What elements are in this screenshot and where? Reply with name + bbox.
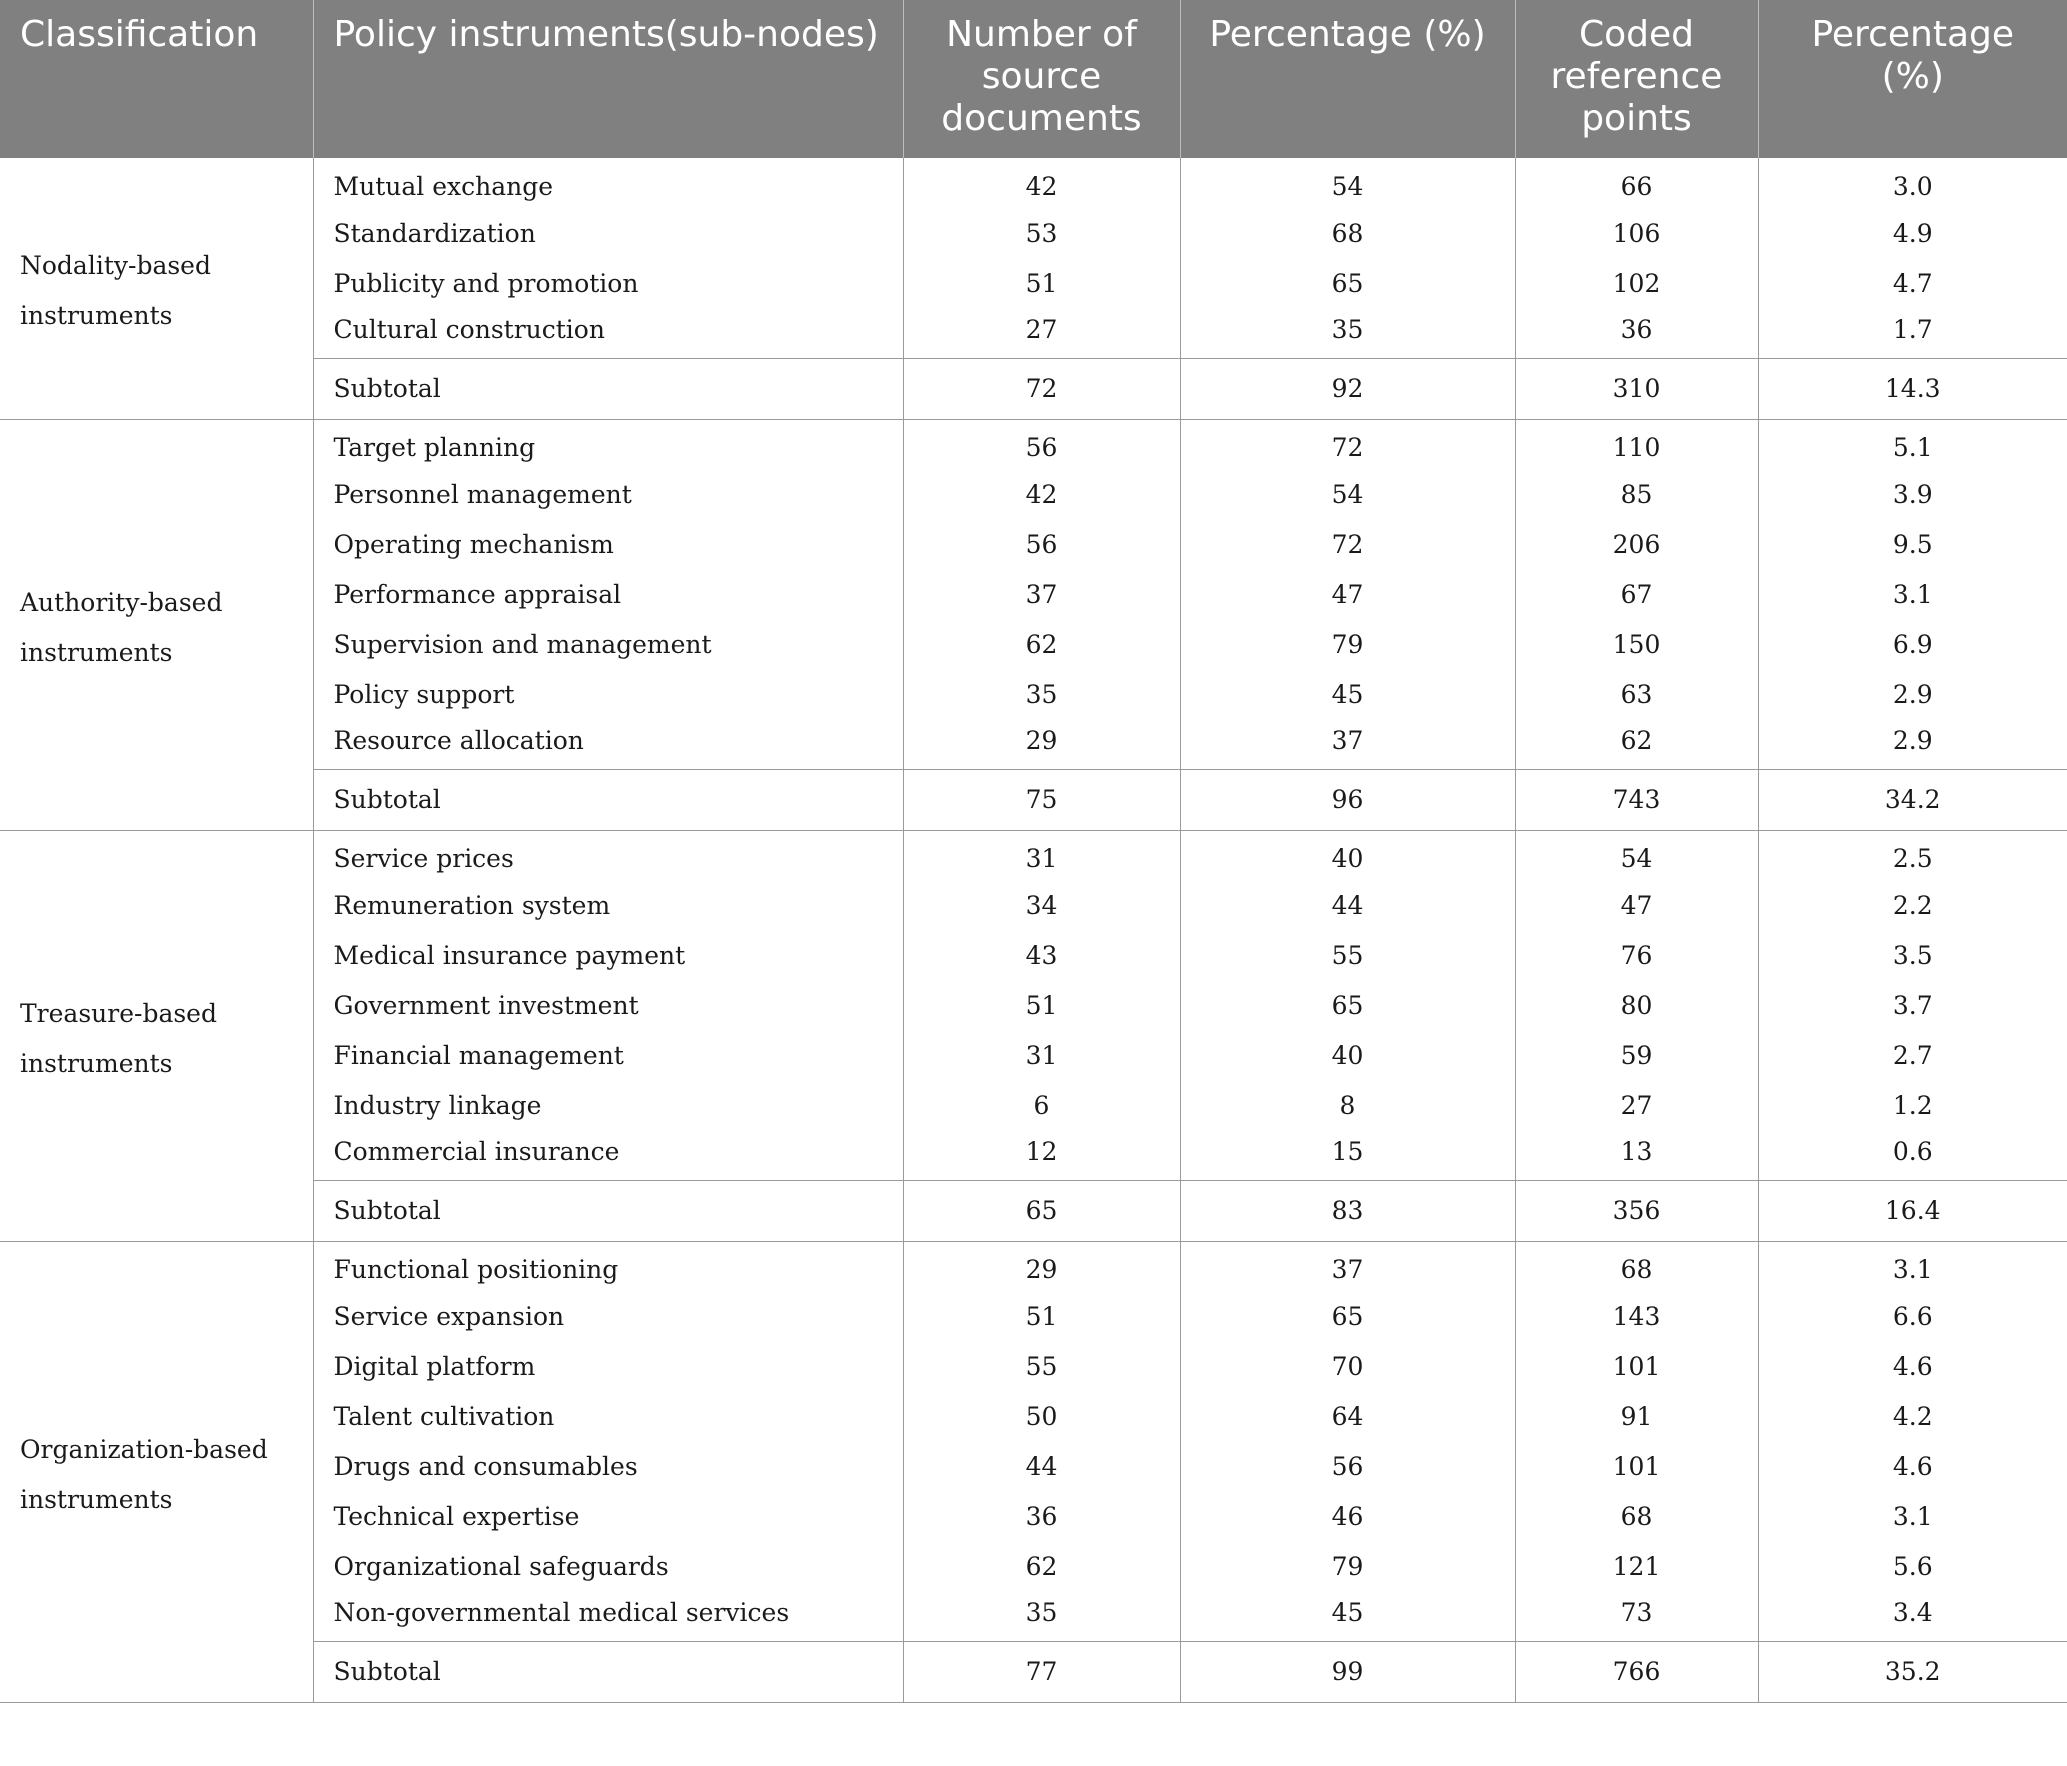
subtotal-source-documents-cell: 75 <box>903 769 1180 830</box>
subtotal-label: Subtotal <box>313 1641 903 1702</box>
percentage-references-cell: 3.9 <box>1758 469 2067 519</box>
percentage-references-cell: 3.1 <box>1758 1491 2067 1541</box>
instrument-name-cell: Personnel management <box>313 469 903 519</box>
coded-references-cell: 85 <box>1515 469 1758 519</box>
instrument-name-cell: Resource allocation <box>313 719 903 769</box>
percentage-documents-cell: 68 <box>1180 208 1515 258</box>
instrument-name-cell: Non-governmental medical services <box>313 1591 903 1641</box>
coded-references-cell: 66 <box>1515 158 1758 208</box>
percentage-documents-cell: 72 <box>1180 419 1515 469</box>
percentage-references-cell: 5.6 <box>1758 1541 2067 1591</box>
coded-references-cell: 91 <box>1515 1391 1758 1441</box>
subtotal-percentage-documents-cell: 92 <box>1180 358 1515 419</box>
percentage-documents-cell: 45 <box>1180 669 1515 719</box>
source-documents-cell: 29 <box>903 1241 1180 1291</box>
instrument-name-cell: Service prices <box>313 830 903 880</box>
table-row <box>0 1241 2067 1291</box>
percentage-references-cell: 4.7 <box>1758 258 2067 308</box>
percentage-references-cell: 9.5 <box>1758 519 2067 569</box>
coded-references-cell: 36 <box>1515 308 1758 358</box>
coded-references-cell: 150 <box>1515 619 1758 669</box>
source-documents-cell: 29 <box>903 719 1180 769</box>
header-percentage-documents: Percentage (%) <box>1180 0 1515 158</box>
header-coded-reference-points: Coded reference points <box>1515 0 1758 158</box>
coded-references-cell: 13 <box>1515 1130 1758 1180</box>
instrument-name-cell: Service expansion <box>313 1291 903 1341</box>
source-documents-cell: 34 <box>903 880 1180 930</box>
subtotal-coded-references-cell: 356 <box>1515 1180 1758 1241</box>
percentage-documents-cell: 79 <box>1180 1541 1515 1591</box>
coded-references-cell: 63 <box>1515 669 1758 719</box>
subtotal-percentage-references-cell: 34.2 <box>1758 769 2067 830</box>
source-documents-cell: 51 <box>903 980 1180 1030</box>
percentage-documents-cell: 79 <box>1180 619 1515 669</box>
percentage-references-cell: 3.1 <box>1758 1241 2067 1291</box>
instrument-name-cell: Financial management <box>313 1030 903 1080</box>
percentage-references-cell: 1.7 <box>1758 308 2067 358</box>
percentage-documents-cell: 8 <box>1180 1080 1515 1130</box>
percentage-references-cell: 4.2 <box>1758 1391 2067 1441</box>
coded-references-cell: 106 <box>1515 208 1758 258</box>
subtotal-label: Subtotal <box>313 769 903 830</box>
source-documents-cell: 51 <box>903 258 1180 308</box>
subtotal-percentage-documents-cell: 96 <box>1180 769 1515 830</box>
classification-cell: Nodality-based instruments <box>0 158 313 419</box>
instrument-name-cell: Mutual exchange <box>313 158 903 208</box>
percentage-references-cell: 6.9 <box>1758 619 2067 669</box>
coded-references-cell: 110 <box>1515 419 1758 469</box>
source-documents-cell: 35 <box>903 1591 1180 1641</box>
percentage-references-cell: 3.5 <box>1758 930 2067 980</box>
instrument-name-cell: Functional positioning <box>313 1241 903 1291</box>
classification-cell: Organization-based instruments <box>0 1241 313 1702</box>
percentage-documents-cell: 65 <box>1180 258 1515 308</box>
header-row <box>0 0 2067 158</box>
percentage-documents-cell: 45 <box>1180 1591 1515 1641</box>
instrument-name-cell: Remuneration system <box>313 880 903 930</box>
coded-references-cell: 102 <box>1515 258 1758 308</box>
instrument-name-cell: Medical insurance payment <box>313 930 903 980</box>
coded-references-cell: 80 <box>1515 980 1758 1030</box>
subtotal-percentage-documents-cell: 83 <box>1180 1180 1515 1241</box>
source-documents-cell: 42 <box>903 469 1180 519</box>
source-documents-cell: 6 <box>903 1080 1180 1130</box>
percentage-documents-cell: 56 <box>1180 1441 1515 1491</box>
percentage-references-cell: 2.2 <box>1758 880 2067 930</box>
percentage-references-cell: 4.6 <box>1758 1341 2067 1391</box>
percentage-documents-cell: 35 <box>1180 308 1515 358</box>
percentage-references-cell: 4.9 <box>1758 208 2067 258</box>
instrument-name-cell: Industry linkage <box>313 1080 903 1130</box>
percentage-documents-cell: 65 <box>1180 980 1515 1030</box>
percentage-references-cell: 2.5 <box>1758 830 2067 880</box>
percentage-references-cell: 0.6 <box>1758 1130 2067 1180</box>
percentage-references-cell: 2.9 <box>1758 719 2067 769</box>
source-documents-cell: 55 <box>903 1341 1180 1391</box>
source-documents-cell: 56 <box>903 519 1180 569</box>
coded-references-cell: 62 <box>1515 719 1758 769</box>
header-source-documents: Number of source documents <box>903 0 1180 158</box>
percentage-references-cell: 6.6 <box>1758 1291 2067 1341</box>
subtotal-source-documents-cell: 72 <box>903 358 1180 419</box>
source-documents-cell: 43 <box>903 930 1180 980</box>
instrument-name-cell: Drugs and consumables <box>313 1441 903 1491</box>
instrument-name-cell: Cultural construction <box>313 308 903 358</box>
source-documents-cell: 37 <box>903 569 1180 619</box>
coded-references-cell: 101 <box>1515 1441 1758 1491</box>
percentage-documents-cell: 46 <box>1180 1491 1515 1541</box>
instrument-name-cell: Standardization <box>313 208 903 258</box>
coded-references-cell: 27 <box>1515 1080 1758 1130</box>
subtotal-percentage-references-cell: 16.4 <box>1758 1180 2067 1241</box>
percentage-documents-cell: 40 <box>1180 1030 1515 1080</box>
percentage-documents-cell: 54 <box>1180 469 1515 519</box>
source-documents-cell: 62 <box>903 619 1180 669</box>
source-documents-cell: 36 <box>903 1491 1180 1541</box>
table-body <box>0 158 2067 1702</box>
instrument-name-cell: Operating mechanism <box>313 519 903 569</box>
coded-references-cell: 76 <box>1515 930 1758 980</box>
subtotal-coded-references-cell: 310 <box>1515 358 1758 419</box>
source-documents-cell: 56 <box>903 419 1180 469</box>
source-documents-cell: 53 <box>903 208 1180 258</box>
percentage-references-cell: 3.7 <box>1758 980 2067 1030</box>
percentage-documents-cell: 65 <box>1180 1291 1515 1341</box>
subtotal-percentage-references-cell: 14.3 <box>1758 358 2067 419</box>
instrument-name-cell: Digital platform <box>313 1341 903 1391</box>
coded-references-cell: 143 <box>1515 1291 1758 1341</box>
coded-references-cell: 101 <box>1515 1341 1758 1391</box>
coded-references-cell: 68 <box>1515 1491 1758 1541</box>
percentage-references-cell: 3.1 <box>1758 569 2067 619</box>
instrument-name-cell: Policy support <box>313 669 903 719</box>
source-documents-cell: 50 <box>903 1391 1180 1441</box>
coded-references-cell: 67 <box>1515 569 1758 619</box>
instrument-name-cell: Performance appraisal <box>313 569 903 619</box>
source-documents-cell: 62 <box>903 1541 1180 1591</box>
coded-references-cell: 54 <box>1515 830 1758 880</box>
header-classification: Classification <box>0 0 313 158</box>
source-documents-cell: 31 <box>903 1030 1180 1080</box>
percentage-documents-cell: 64 <box>1180 1391 1515 1441</box>
subtotal-source-documents-cell: 77 <box>903 1641 1180 1702</box>
coded-references-cell: 68 <box>1515 1241 1758 1291</box>
coded-references-cell: 206 <box>1515 519 1758 569</box>
percentage-references-cell: 1.2 <box>1758 1080 2067 1130</box>
instrument-name-cell: Commercial insurance <box>313 1130 903 1180</box>
instrument-name-cell: Publicity and promotion <box>313 258 903 308</box>
subtotal-coded-references-cell: 766 <box>1515 1641 1758 1702</box>
subtotal-label: Subtotal <box>313 358 903 419</box>
coded-references-cell: 59 <box>1515 1030 1758 1080</box>
source-documents-cell: 51 <box>903 1291 1180 1341</box>
subtotal-percentage-references-cell: 35.2 <box>1758 1641 2067 1702</box>
instrument-name-cell: Organizational safeguards <box>313 1541 903 1591</box>
table-row <box>0 830 2067 880</box>
percentage-references-cell: 3.0 <box>1758 158 2067 208</box>
table-row <box>0 419 2067 469</box>
percentage-documents-cell: 55 <box>1180 930 1515 980</box>
percentage-documents-cell: 70 <box>1180 1341 1515 1391</box>
source-documents-cell: 35 <box>903 669 1180 719</box>
instrument-name-cell: Target planning <box>313 419 903 469</box>
coded-references-cell: 47 <box>1515 880 1758 930</box>
percentage-documents-cell: 44 <box>1180 880 1515 930</box>
source-documents-cell: 42 <box>903 158 1180 208</box>
source-documents-cell: 27 <box>903 308 1180 358</box>
header-percentage-references: Percentage (%) <box>1758 0 2067 158</box>
subtotal-source-documents-cell: 65 <box>903 1180 1180 1241</box>
header-policy-instruments: Policy instruments(sub-nodes) <box>313 0 903 158</box>
percentage-references-cell: 3.4 <box>1758 1591 2067 1641</box>
coded-references-cell: 73 <box>1515 1591 1758 1641</box>
percentage-documents-cell: 37 <box>1180 719 1515 769</box>
percentage-references-cell: 2.7 <box>1758 1030 2067 1080</box>
subtotal-percentage-documents-cell: 99 <box>1180 1641 1515 1702</box>
instrument-name-cell: Government investment <box>313 980 903 1030</box>
subtotal-label: Subtotal <box>313 1180 903 1241</box>
source-documents-cell: 12 <box>903 1130 1180 1180</box>
percentage-references-cell: 4.6 <box>1758 1441 2067 1491</box>
subtotal-coded-references-cell: 743 <box>1515 769 1758 830</box>
instrument-name-cell: Technical expertise <box>313 1491 903 1541</box>
classification-cell: Treasure-based instruments <box>0 830 313 1241</box>
percentage-references-cell: 5.1 <box>1758 419 2067 469</box>
source-documents-cell: 44 <box>903 1441 1180 1491</box>
percentage-references-cell: 2.9 <box>1758 669 2067 719</box>
table-row <box>0 158 2067 208</box>
percentage-documents-cell: 37 <box>1180 1241 1515 1291</box>
percentage-documents-cell: 54 <box>1180 158 1515 208</box>
classification-cell: Authority-based instruments <box>0 419 313 830</box>
percentage-documents-cell: 47 <box>1180 569 1515 619</box>
instrument-name-cell: Supervision and management <box>313 619 903 669</box>
instrument-name-cell: Talent cultivation <box>313 1391 903 1441</box>
percentage-documents-cell: 72 <box>1180 519 1515 569</box>
percentage-documents-cell: 15 <box>1180 1130 1515 1180</box>
coded-references-cell: 121 <box>1515 1541 1758 1591</box>
percentage-documents-cell: 40 <box>1180 830 1515 880</box>
source-documents-cell: 31 <box>903 830 1180 880</box>
